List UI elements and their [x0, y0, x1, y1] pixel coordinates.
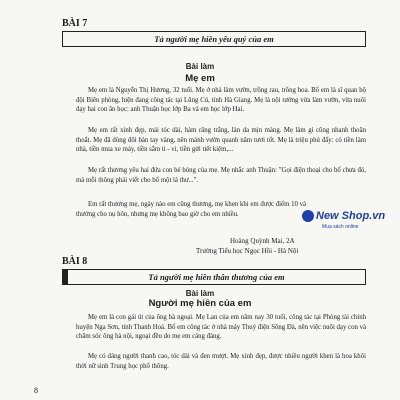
essay-title: Mẹ em [185, 73, 215, 84]
school-name: Trường Tiểu học Ngọc Hồi - Hà Nội [196, 247, 299, 255]
essay-title: Người mẹ hiền của em [148, 298, 252, 309]
exercise-number: BÀI 8 [62, 256, 88, 267]
paragraph: Mẹ rất thương yêu hai đứa con bé bỏng của mẹ. Mẹ nhắc anh Thuận: "Gọi điện thoại cho bố chưa đó, mà mỗi thông phải viết cho bố một lá thư...". [76, 167, 366, 184]
page-number: 8 [34, 386, 38, 395]
exercise-7-header [62, 18, 366, 47]
paragraph: Mẹ em là con gái út của ông bà ngoại. Mẹ Lan của em năm nay 30 tuổi, công tác tại Phòng tài chính huyện Nga Sơn, tỉnh Thanh Hoá. Bố em công tác ở nhà máy Thuỷ điện Sông Đà, nên việc nuôi dạy con và chăm sóc ông bà nội, ngoại đều do mẹ em cáng đáng. [76, 314, 366, 341]
logo-tagline: Mua sách online [322, 224, 359, 230]
exercise-8-header [62, 256, 366, 285]
exercise-prompt-box: Tả người mẹ hiền yêu quý của em [62, 31, 366, 47]
paragraph: Mẹ có dáng người thanh cao, tóc dài và đen mượt. Mẹ xinh đẹp, được nhiều người khen là hoa khôi thời nữ sinh Trung học phổ thông. [76, 353, 366, 370]
section-label: Bài làm [185, 62, 215, 71]
paragraph: Mẹ em là Nguyễn Thị Hương, 32 tuổi. Mẹ ở nhà làm vườn, trồng rau, trồng hoa. Bố em là sĩ quan bộ đội Biên phòng, hiện đang công tác tại Lũng Cú, tỉnh Hà Giang. Mẹ là nội tướng vừa làm vườn, vừa nuôi dạy hai con ăn học: anh Thuận học lớp Ba và em học lớp Hai. [76, 87, 366, 114]
paragraph: Mẹ em rất xinh đẹp, mái tóc dài, hàm răng trắng, làn da mịn màng. Mẹ làm gì cũng nhanh thoăn thoắt. Mẹ đã dùng đôi bàn tay vàng, nên mảnh vườn quanh năm tươi tốt. Mẹ là triệu phú đấy: có tiền làm nhà, tiền mua xe máy, tiền sắm ti - vi, tiền gửi tiết kiệm,... [76, 127, 366, 154]
newshop-badge-icon [302, 210, 314, 222]
logo-brand-text: New Shop.vn [316, 210, 386, 222]
author-name: Hoàng Quỳnh Mai, 2A [230, 237, 295, 245]
exercise-prompt-box: Tả người mẹ hiền thân thương của em [62, 269, 366, 285]
exercise-number: BÀI 7 [62, 18, 88, 29]
paragraph: Em rất thương mẹ, ngày nào em cũng thương, mẹ khen khi em được điểm 10 và thưởng cho nụ hôn, nhưng mẹ không bao giờ cho em nhiều. [76, 201, 306, 218]
newshop-logo [302, 207, 394, 239]
section-label: Bài làm [185, 289, 215, 298]
